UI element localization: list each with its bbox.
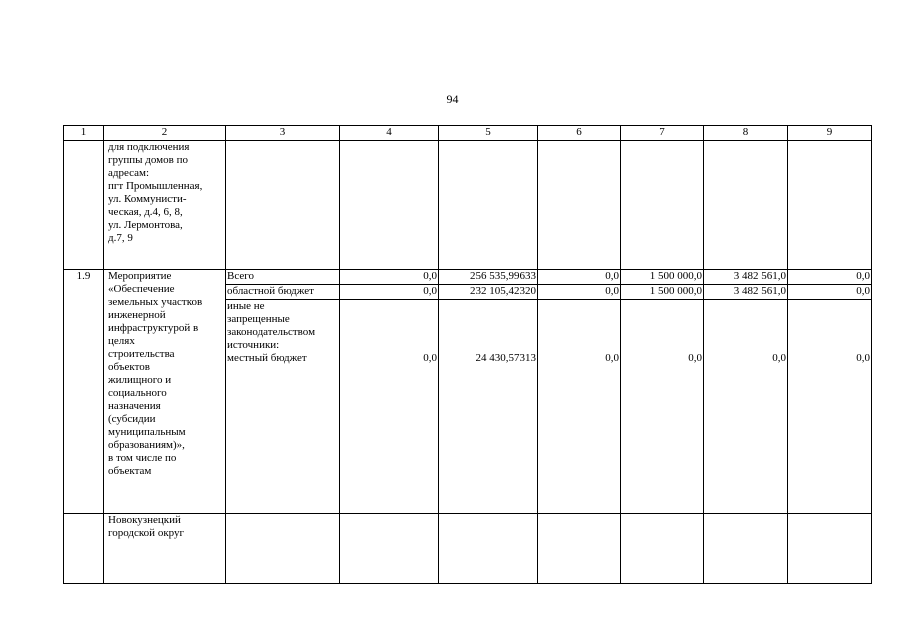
value-text: 24 430,57313 [475, 352, 536, 364]
source-cell [226, 141, 340, 270]
value-cell [621, 141, 704, 270]
source-label: Всего [226, 270, 340, 285]
value-cell: 232 105,42320 [439, 285, 538, 300]
header-cell: 7 [621, 126, 704, 141]
value-cell [788, 141, 872, 270]
value-cell [704, 141, 788, 270]
value-text: 0,0 [423, 352, 437, 364]
value-cell [788, 300, 872, 514]
table-row-1-9-total [64, 270, 872, 285]
value-cell [538, 514, 621, 584]
value-cell [340, 141, 439, 270]
row-number-cell: 1.9 [64, 270, 104, 514]
value-cell: 0,0 [788, 270, 872, 285]
value-cell [439, 514, 538, 584]
header-cell: 3 [226, 126, 340, 141]
row-name-cell: Новокузнецкий городской округ [104, 514, 226, 584]
value-cell [538, 141, 621, 270]
value-cell [340, 300, 439, 514]
row-name-cell: Мероприятие «Обеспечение земельных участков инженерной инфраструктурой в целях строительства объектов жилищного и социального назначения (субсидии муниципальным образованиям)», в том числе по объектам [104, 270, 226, 514]
row-number-cell [64, 141, 104, 270]
value-cell [621, 514, 704, 584]
header-cell: 8 [704, 126, 788, 141]
value-cell: 0,0 [340, 285, 439, 300]
table-row-novokuznetsk [64, 514, 872, 584]
value-cell: 0,0 [340, 270, 439, 285]
header-cell: 9 [788, 126, 872, 141]
header-cell: 6 [538, 126, 621, 141]
budget-table [63, 125, 872, 584]
source-label: иные не запрещенные законодательством источники: местный бюджет [226, 300, 340, 514]
header-cell: 5 [439, 126, 538, 141]
value-cell [621, 300, 704, 514]
value-cell [439, 141, 538, 270]
table-row-continuation [64, 141, 872, 270]
value-cell [704, 514, 788, 584]
source-cell [226, 514, 340, 584]
header-row [64, 126, 872, 141]
value-text: 0,0 [772, 352, 786, 364]
value-cell: 0,0 [538, 270, 621, 285]
page-number: 94 [446, 92, 459, 106]
value-cell [704, 300, 788, 514]
value-cell [538, 300, 621, 514]
value-text: 0,0 [605, 352, 619, 364]
header-cell: 4 [340, 126, 439, 141]
value-text: 0,0 [856, 352, 870, 364]
source-label: областной бюджет [226, 285, 340, 300]
row-name-cell: для подключения группы домов по адресам: пгт Промышленная, ул. Коммунисти- ческая, д.4, 6, 8, ул. Лермонтова, д.7, 9 [104, 141, 226, 270]
header-cell: 1 [64, 126, 104, 141]
row-number-cell [64, 514, 104, 584]
value-text: 0,0 [688, 352, 702, 364]
value-cell: 1 500 000,0 [621, 270, 704, 285]
value-cell [439, 300, 538, 514]
value-cell: 0,0 [788, 285, 872, 300]
value-cell: 256 535,99633 [439, 270, 538, 285]
value-cell: 0,0 [538, 285, 621, 300]
value-cell [788, 514, 872, 584]
value-cell: 3 482 561,0 [704, 270, 788, 285]
header-cell: 2 [104, 126, 226, 141]
value-cell: 3 482 561,0 [704, 285, 788, 300]
value-cell: 1 500 000,0 [621, 285, 704, 300]
value-cell [340, 514, 439, 584]
